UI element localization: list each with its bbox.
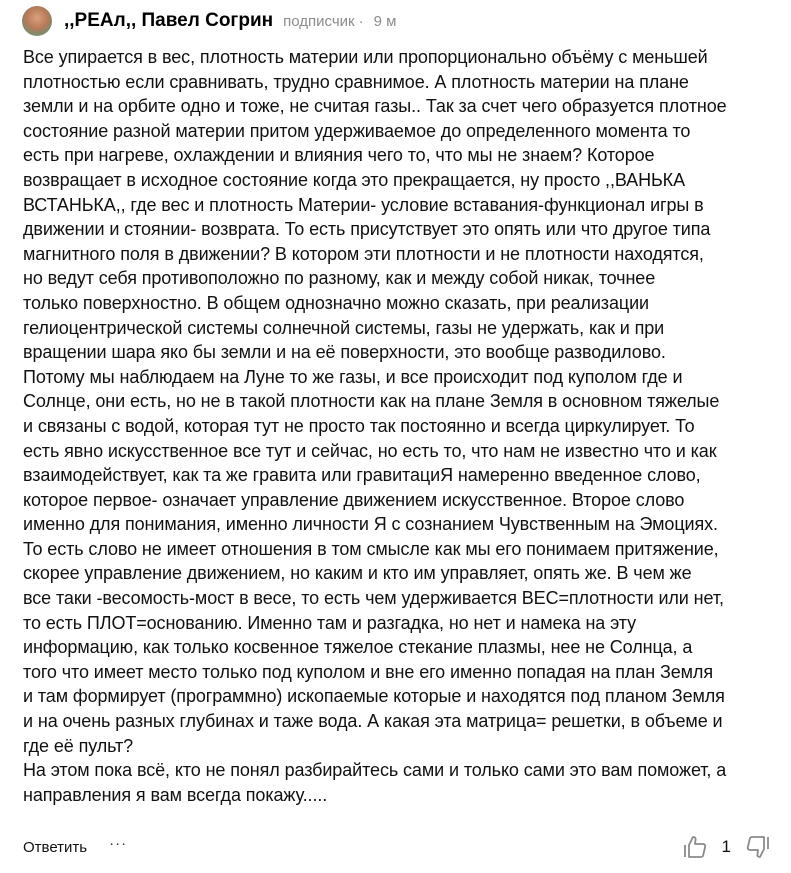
comment-line: и связаны с водой, которая тут не просто так постоянно и всегда циркулирует. То: [23, 415, 695, 436]
comment-time: 9 м: [373, 12, 397, 30]
comment-line: того что имеет место только под куполом и вне его именно попадая на план Земля: [23, 661, 713, 682]
comment-line: только поверхностно. В общем однозначно можно сказать, при реализации: [23, 292, 649, 313]
comment-line: вращении шара яко бы земли и на её поверхности, это вообще разводилово.: [23, 342, 666, 363]
comment-header: [22, 4, 396, 38]
thumbs-down-icon[interactable]: [745, 834, 771, 860]
comment-line: где её пульт?: [23, 735, 134, 756]
comment-line: Все упирается в вес, плотность материи или пропорционально объёму с меньшей: [23, 47, 708, 67]
comment-line: возвращает в исходное состояние когда это прекращается, ну просто ,,ВАНЬКА: [23, 169, 685, 190]
comment-line: есть при нагреве, охлаждении и влияния чего то, что мы не знаем? Которое: [23, 145, 655, 166]
thumbs-up-icon[interactable]: [682, 834, 708, 860]
comment-line: Солнце, они есть, но не в такой плотности как на плане Земля в основном тяжелые: [23, 391, 720, 412]
like-count: 1: [721, 837, 731, 856]
comment-text: [23, 45, 727, 807]
comment-line: земли и на орбите одно и тоже, не считая газы.. Так за счет чего образуется плотное: [23, 96, 727, 117]
comment-line: то есть ПЛОТ=основанию. Именно там и разгадка, но нет и намека на эту: [23, 612, 637, 633]
comment-line: движении и стоянии- возврата. То есть присутствует это опять или что другое типа: [23, 219, 711, 240]
comment-line: и на очень разных глубинах и таже вода. А какая эта матрица= решетки, в объеме и: [23, 711, 723, 732]
comment-line: состояние разной материи притом удерживаемое до определенного момента то: [23, 120, 691, 141]
comment-line: и там формирует (программно) ископаемые которые и находятся под планом Земля: [23, 686, 725, 707]
reply-button[interactable]: Ответить: [23, 838, 88, 856]
comment-line: которое первое- означает управление движением искусственное. Второе слово: [23, 489, 685, 510]
comment-line: На этом пока всё, кто не понял разбирайтесь сами и только сами это вам поможет, а: [23, 760, 727, 781]
author-name[interactable]: ,,РЕАл,, Павел Согрин: [64, 10, 274, 31]
vote-controls: [682, 834, 771, 860]
comment-footer: [23, 834, 771, 860]
comment-line: скорее управление движением, но каким и кто им управляет, опять же. В чем же: [23, 563, 692, 584]
avatar[interactable]: [22, 6, 52, 36]
more-options-button[interactable]: ···: [109, 834, 128, 852]
comment-line: Потому мы наблюдаем на Луне то же газы, и все происходит под куполом где и: [23, 366, 683, 387]
comment-line: но ведут себя противоположно по разному, как и между собой никак, точнее: [23, 268, 656, 289]
comment-line: взаимодействует, как та же гравита или гравитациЯ намеренно введенное слово,: [23, 465, 701, 486]
comment-line: ВСТАНЬКА,, где вес и плотность Материи- условие вставания-функционал игры в: [23, 194, 704, 215]
comment-line: плотностью если сравнивать, трудно сравнимое. А плотность материи на плане: [23, 71, 689, 92]
comment-line: гелиоцентрической системы солнечной системы, газы не удержать, как и при: [23, 317, 665, 338]
comment-line: все таки -весомость-мост в весе, то есть чем удерживается ВЕС=плотности или нет,: [23, 588, 724, 609]
comment-line: есть явно искусственное все тут и сейчас, но есть то, что нам не известно что и как: [23, 440, 717, 461]
comment-line: направления я вам всегда покажу.....: [23, 784, 328, 805]
comment-line: То есть слово не имеет отношения в том смысле как мы его понимаем притяжение,: [23, 538, 719, 559]
comment-line: именно для понимания, именно личности Я с сознанием Чувственным на Эмоциях.: [23, 514, 718, 535]
separator: ·: [358, 12, 364, 30]
author-role: подписчик: [283, 12, 355, 30]
comment-line: информацию, как только косвенное тяжелое стекание плазмы, нее не Солнца, а: [23, 637, 693, 658]
comment-line: магнитного поля в движении? В котором эти плотности и не плотности находятся,: [23, 243, 704, 264]
